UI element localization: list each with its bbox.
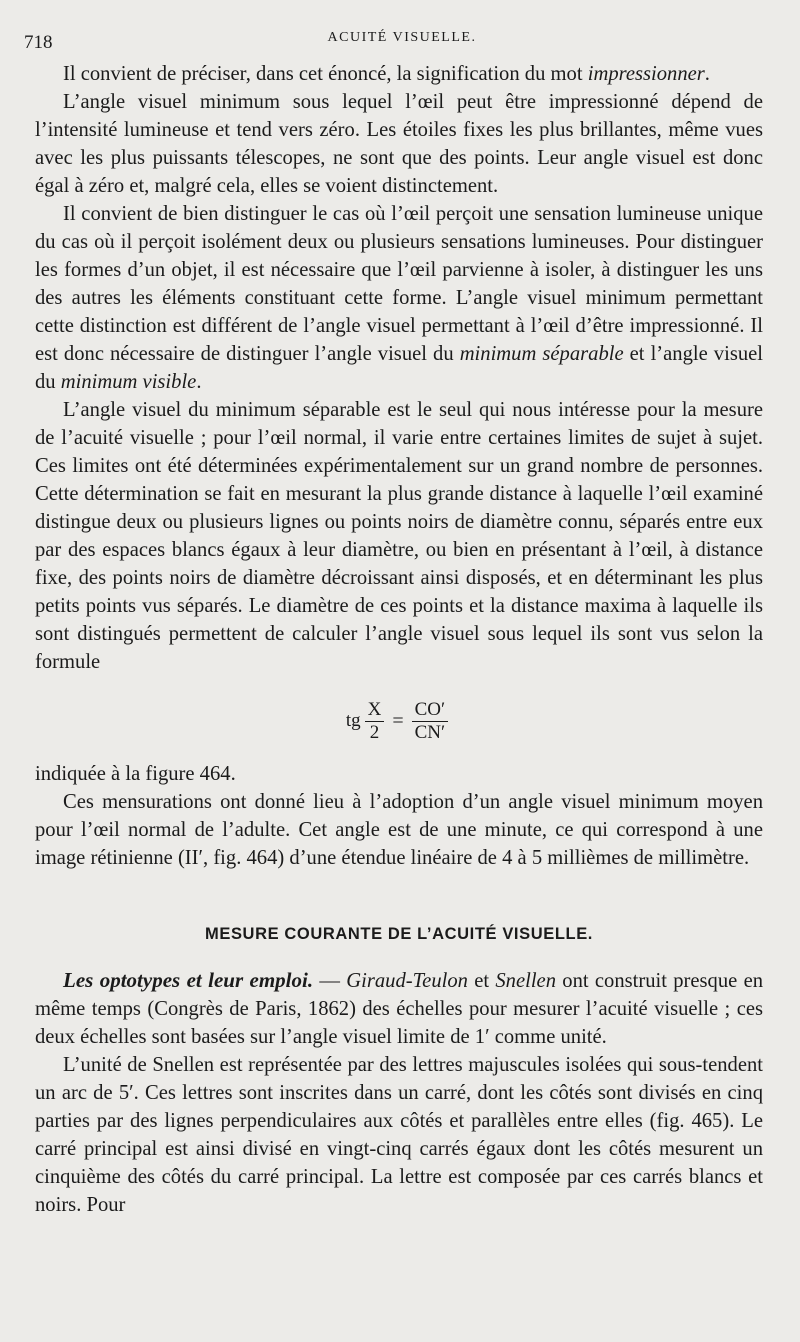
page-number: 718 [24,32,53,53]
formula-rhs-denominator: CN′ [414,721,446,743]
paragraph-3 [35,200,763,396]
formula-lhs-denominator: 2 [369,721,380,743]
formula-lhs-numerator: X [365,699,385,722]
run-in-heading: Les optotypes et leur emploi. [63,968,314,992]
paragraph-4: L’angle visuel du minimum séparable est le seul qui nous intéresse pour la mesure de l’acuité visuelle ; pour l’œil normal, il varie entre certaines limites de sujet à sujet. Ces limites ont été déterminées expérimentalement sur un grand nombre de personnes. Cette détermination se fait en mesurant la plus grande distance à laquelle l’œil examiné distingue deux ou plusieurs lignes ou points noirs de diamètre connu, séparés entre eux par des espaces blancs égaux à leur diamètre, ou bien en présentant à l’œil, à distance fixe, des points noirs de diamètre décroissant ainsi disposés, et en déterminant les plus petits points vus séparés. Le diamètre de ces points et la distance maxima à laquelle ils sont distingués permettent de calculer l’angle visuel sous lequel ils sont vus selon la formule [35,399,763,673]
p3-italic-minimum-visible: minimum visible [60,371,197,393]
p3-italic-minimum-separable: minimum séparable [459,343,624,365]
p7-author-2: Snellen [495,970,556,992]
paragraph-1 [35,60,763,88]
formula-lhs-fraction [365,699,385,744]
running-head: ACUITÉ VISUELLE. [327,30,477,45]
body-text [35,60,763,1219]
formula-rhs-fraction [412,699,449,744]
p3-text-c: . [196,371,202,393]
page-header [24,28,780,58]
paragraph-2: L’angle visuel minimum sous lequel l’œil peut être impressionné dépend de l’intensité lumineuse et tend vers zéro. Les étoiles fixes les plus brillantes, même vues avec les plus puissants télescopes, ne sont que des points. Leur angle visuel est donc égal à zéro et, malgré cela, elles se voient distinctement. [35,91,763,197]
p7-author-1: Giraud-Teulon [346,970,468,992]
p7-text: ont construit presque en même temps (Congrès de Paris, 1862) des échelles pour mesurer l’acuité visuelle ; ces deux échelles sont basées sur l’angle visuel limite de 1′ comme unité. [35,970,764,1048]
p1-italic-term: impressionner [587,63,705,85]
p1-text-b: . [704,63,710,85]
paragraph-7 [35,966,763,1051]
formula-equals: = [392,710,404,732]
p3-text-a: Il convient de bien distinguer le cas où l’œil perçoit une sensation lumineuse unique du cas où il perçoit isolément deux ou plusieurs sensations lumineuses. Pour distinguer les formes d’un objet, il est nécessaire que l’œil parvienne à isoler, à distinguer les uns des autres les éléments constituant cette forme. L’angle visuel minimum permettant cette distinction est différent de l’angle visuel permettant à l’œil d’être impressionné. Il est donc nécessaire de distinguer l’angle visuel du [35,203,763,365]
paragraph-8: L’unité de Snellen est représentée par des lettres majuscules isolées qui sous-tendent un arc de 5′. Ces lettres sont inscrites dans un carré, dont les côtés sont divisés en cinq parties par des lignes perpendiculaires aux côtés et parallèles entre elles (fig. 465). Le carré principal est ainsi divisé en vingt-cinq carrés égaux dont les côtés mesurent un cinquième des côtés du carré principal. La lettre est composée par ces carrés blancs et noirs. Pour [35,1054,763,1216]
p3-text-b: et l’angle visuel du [35,343,763,393]
formula [35,682,763,760]
p7-connector: et [467,970,496,992]
p7-dash: — [313,970,347,992]
p1-text-a: Il convient de préciser, dans cet énoncé, la signification du mot [63,63,588,85]
paragraph-6: Ces mensurations ont donné lieu à l’adoption d’un angle visuel minimum moyen pour l’œil normal de l’adulte. Cet angle est de une minute, ce qui correspond à une image rétinienne (II′, fig. 464) d’une étendue linéaire de 4 à 5 millièmes de millimètre. [35,791,763,869]
formula-rhs-numerator: CO′ [412,699,449,722]
section-title: MESURE COURANTE DE L’ACUITÉ VISUELLE. [205,925,593,943]
formula-function: tg [345,710,361,731]
paragraph-5: indiquée à la figure 464. [35,763,236,785]
